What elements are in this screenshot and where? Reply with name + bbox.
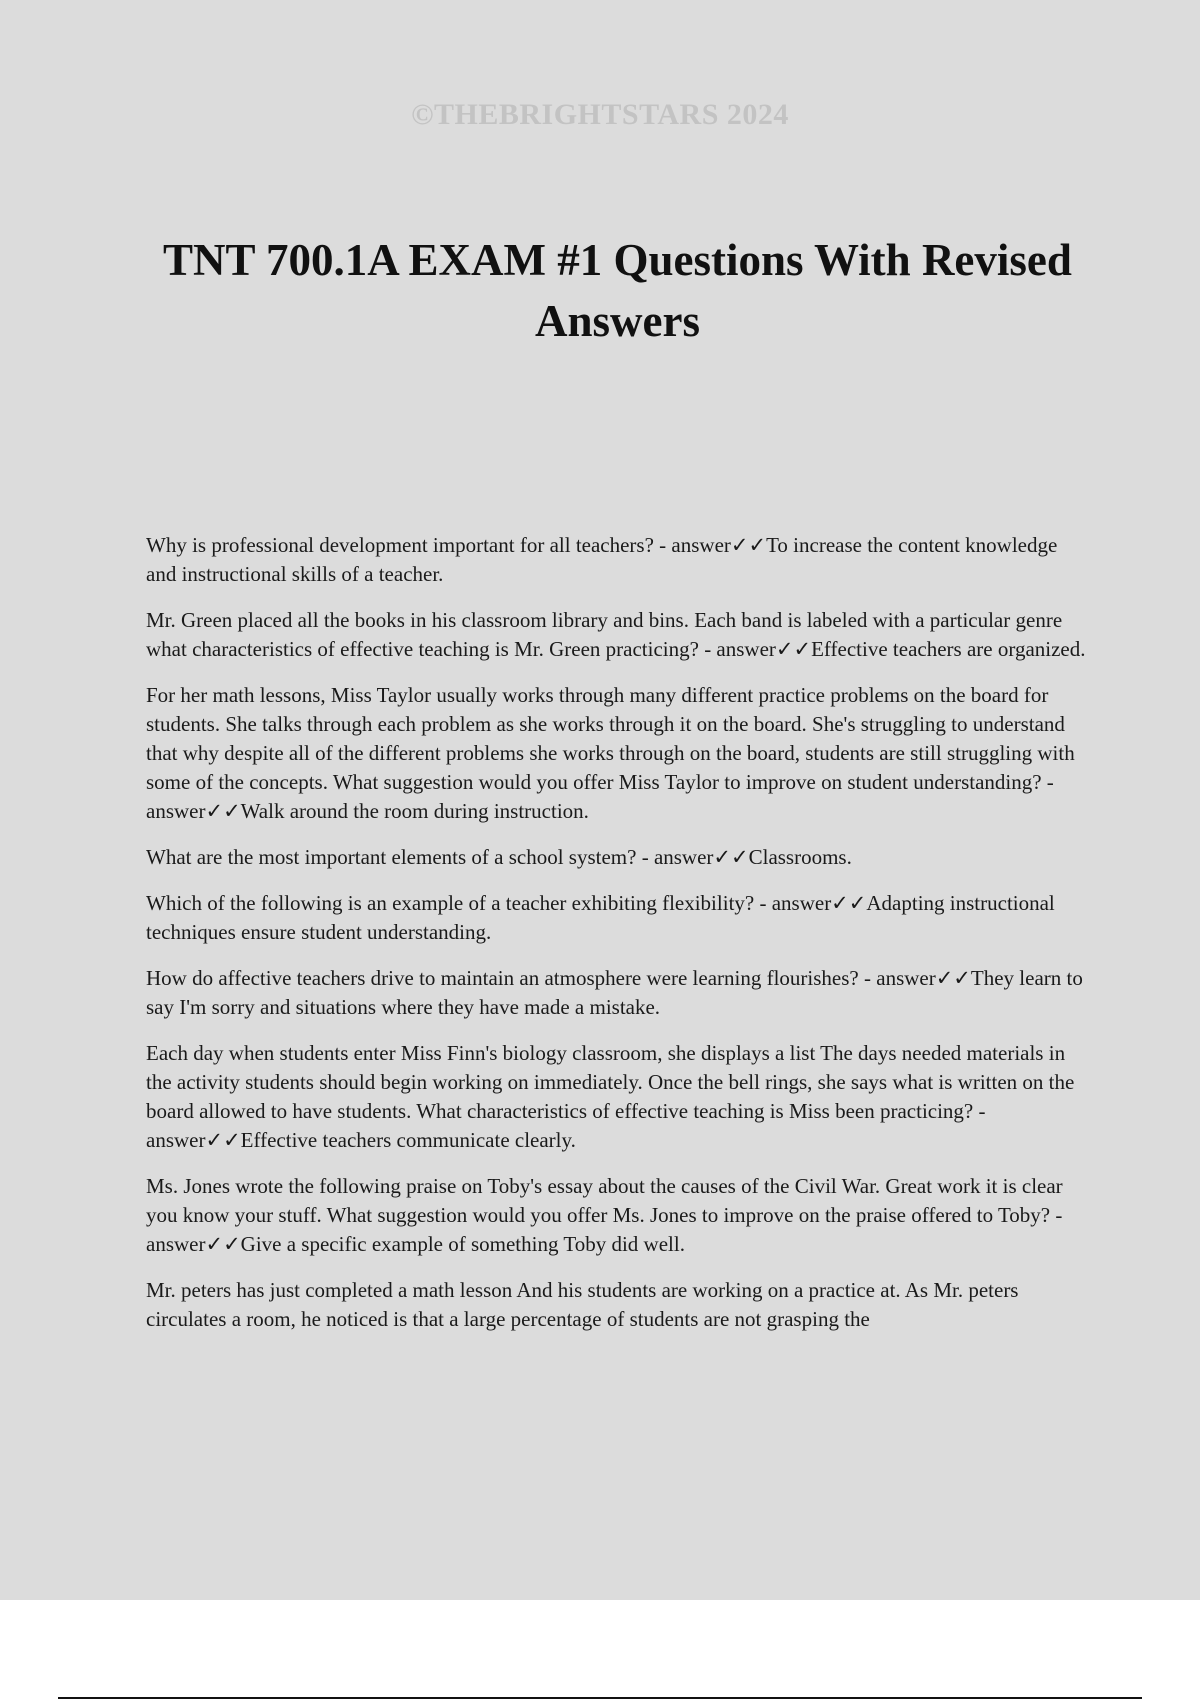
qa-item: Mr. peters has just completed a math lesson And his students are working on a practice at. As Mr. peters circulates a room, he noticed is that a large percentage of students are not grasping the: [146, 1278, 1019, 1331]
qa-item: Each day when students enter Miss Finn's biology classroom, she displays a list The days needed materials in the activity students should begin working on immediately. Once the bell rings, she says what is written on the board allowed to have students. What characteristics of effective teaching is Miss been practicing? - answer✓✓Effective teachers communicate clearly.: [146, 1041, 1075, 1152]
qa-item: What are the most important elements of a school system? - answer✓✓Classrooms.: [146, 845, 852, 869]
footer-divider: [58, 1697, 1142, 1699]
watermark: ©THEBRIGHTSTARS 2024: [411, 98, 789, 131]
qa-item: For her math lessons, Miss Taylor usually works through many different practice problems on the board for students. She talks through each problem as she works through it on the board. She's struggling to understand that why despite all of the different problems she works through on the board, students are still struggling with some of the concepts. What suggestion would you offer Miss Taylor to improve on student understanding? - answer✓✓Walk around the room during instruction.: [146, 683, 1075, 823]
qa-item: Why is professional development important for all teachers? - answer✓✓To increase the content knowledge and instructional skills of a teacher.: [146, 533, 1058, 586]
qa-item: How do affective teachers drive to maintain an atmosphere were learning flourishes? - answer✓✓They learn to say I'm sorry and situations where they have made a mistake.: [146, 966, 1083, 1019]
qa-item: Ms. Jones wrote the following praise on Toby's essay about the causes of the Civil War. Great work it is clear you know your stuff. What suggestion would you offer Ms. Jones to improve on the praise offered to Toby? - answer✓✓Give a specific example of something Toby did well.: [146, 1174, 1063, 1256]
qa-list: [146, 531, 1086, 1351]
document-title: TNT 700.1A EXAM #1 Questions With Revised Answers: [163, 235, 1072, 346]
qa-item: Mr. Green placed all the books in his classroom library and bins. Each band is labeled with a particular genre what characteristics of effective teaching is Mr. Green practicing? - answer✓✓Effective teachers are organized.: [146, 608, 1086, 661]
qa-item: Which of the following is an example of a teacher exhibiting flexibility? - answer✓✓Adapting instructional techniques ensure student understanding.: [146, 891, 1055, 944]
